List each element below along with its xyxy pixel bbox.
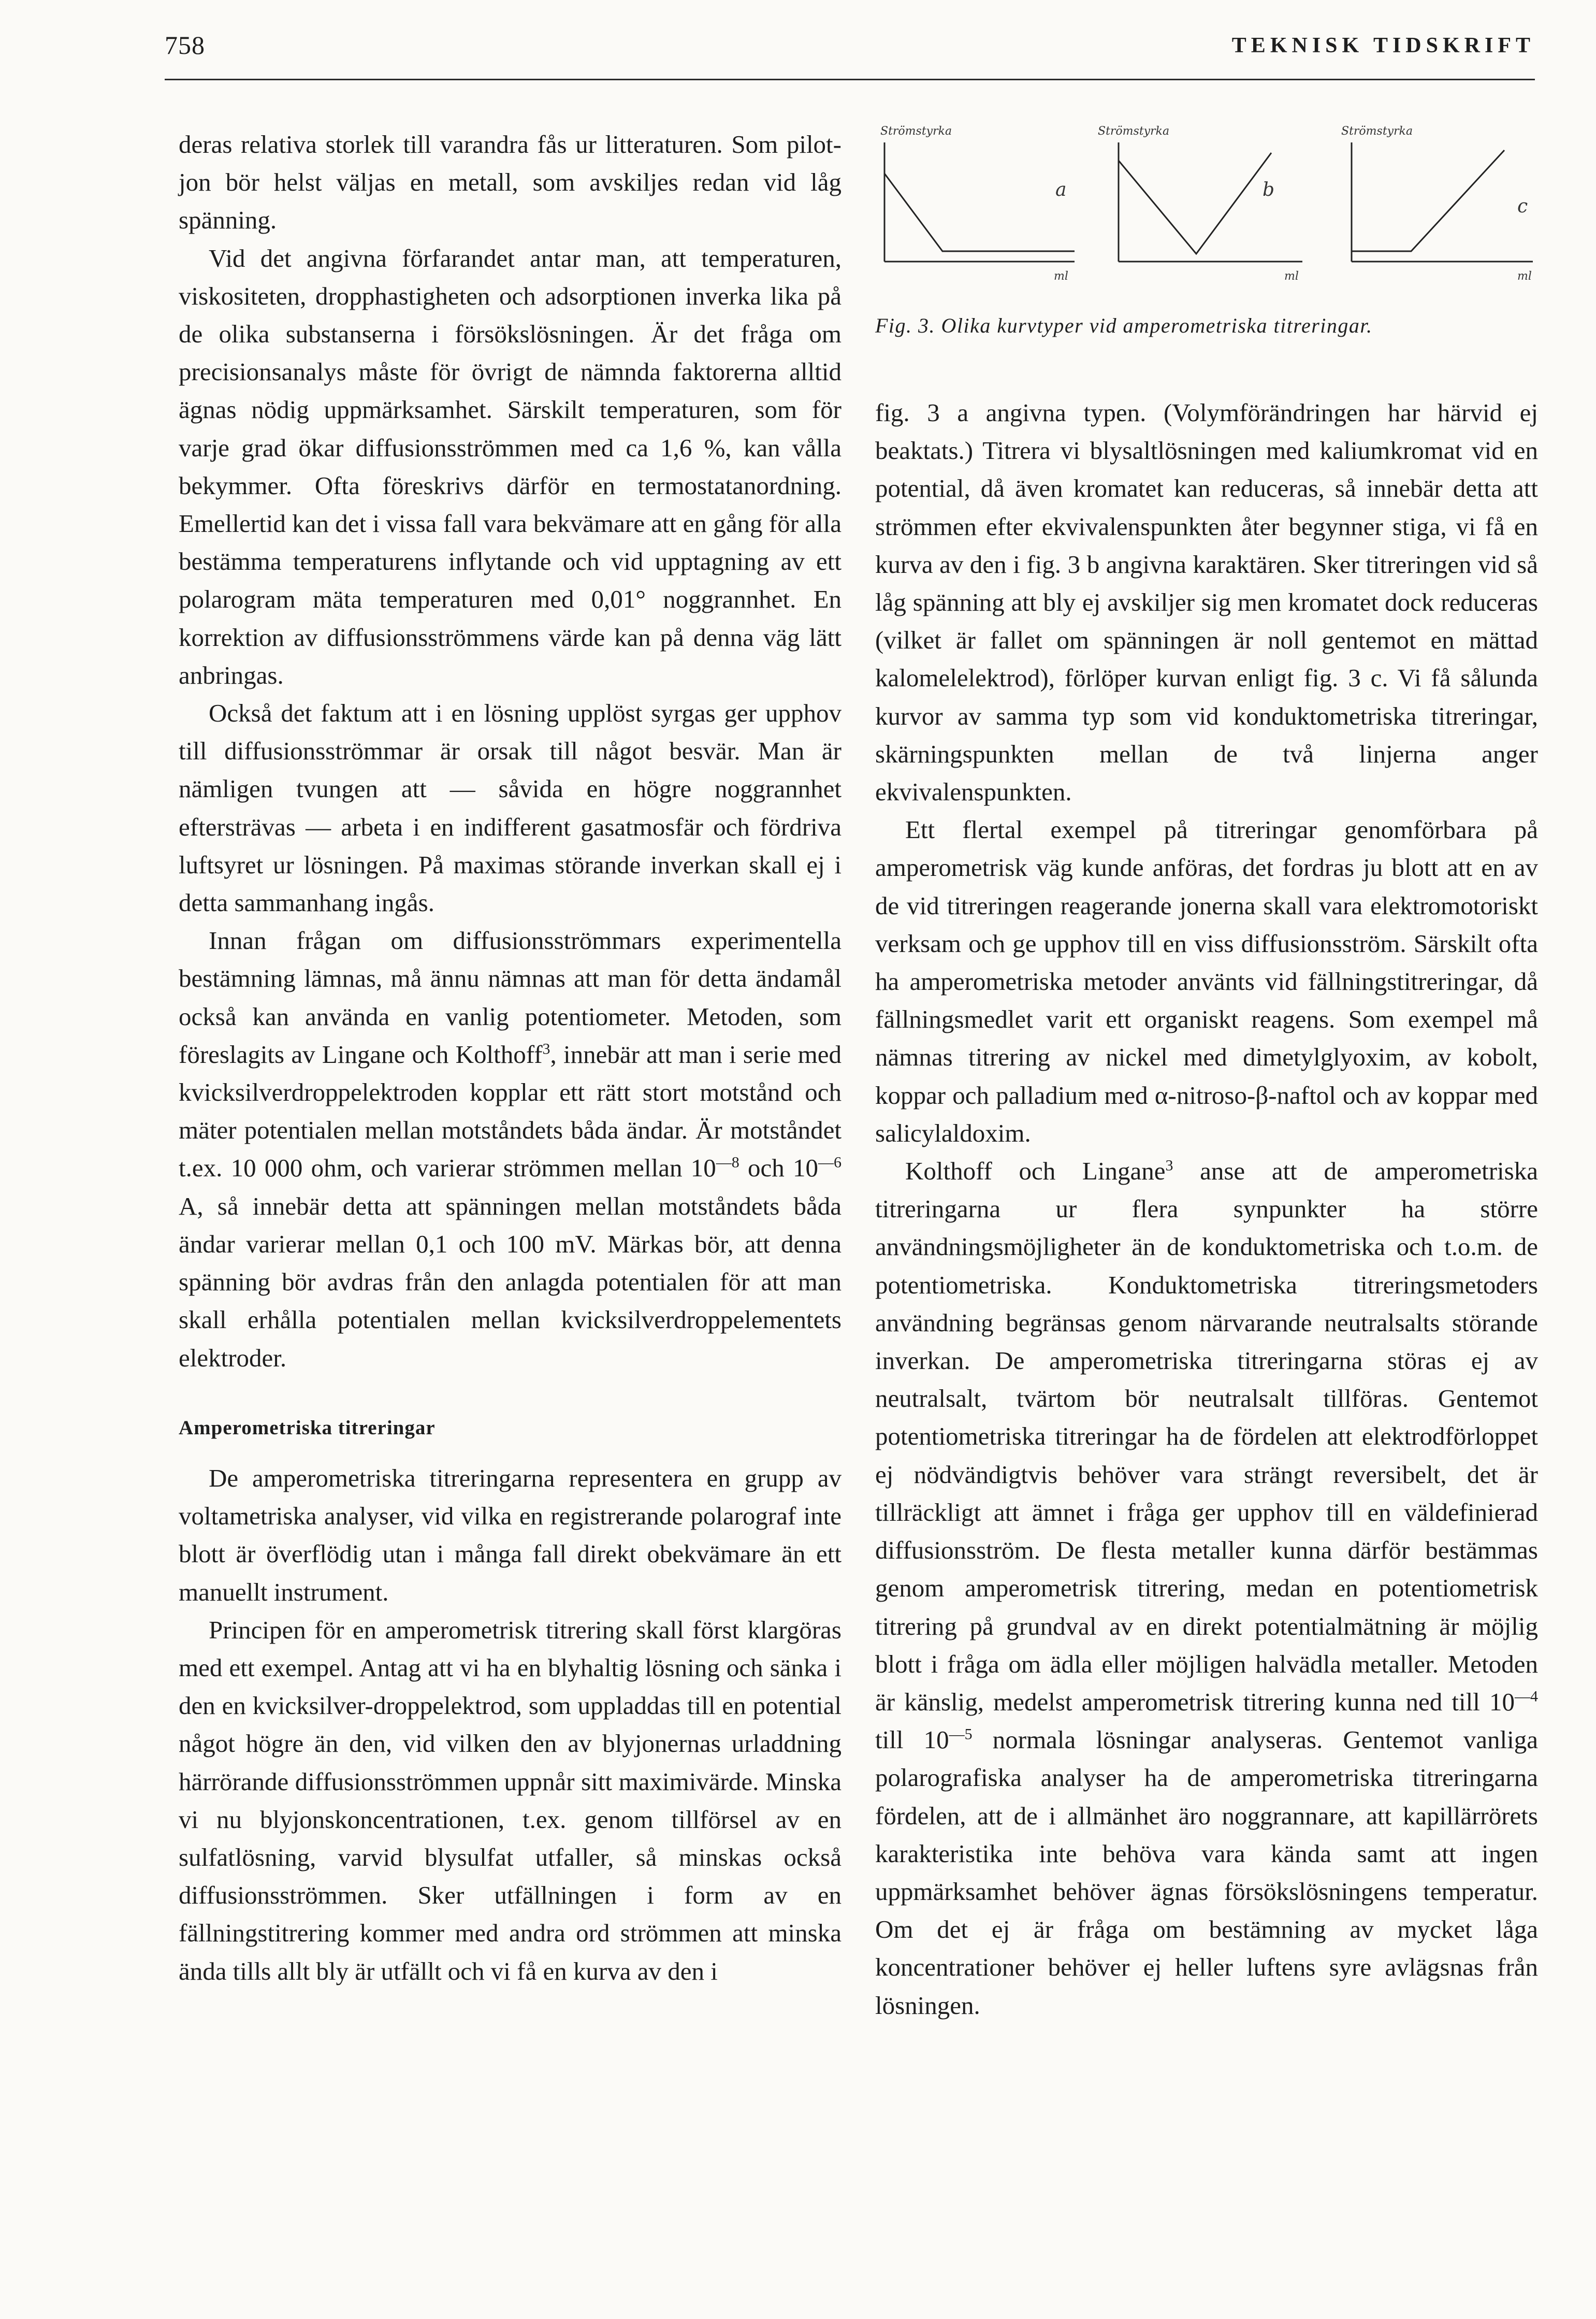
y-axis-label-c: Strömstyrka — [1341, 125, 1413, 138]
text-span: anse att de amperometriska titreringarna ur flera synpunkter ha större användningsmöjligheter än de konduktometriska och t.o.m. de potentiometriska. Konduktometriska titreringsmetoders användning begränsas genom närvarande neutralsalts störande inverkan. De amperometriska titreringarna störas ej av neutralsalt, tvärtom bör neutralsalt tillföras. Gentemot potentiometriska titreringar ha de fördelen att elektrodförloppet ej nödvändigtvis behöver vara strängt reversibelt, det är tillräckligt att ämnet i fråga ger upphov till en väldefinierad diffusionsström. De flesta metaller kunna därför bestämmas genom amperometrisk titrering, medan en potentiometrisk titrering på grundval av en direkt potentialmätning är möjlig blott i fråga om ädla eller möjligen halvädla metaller. Metoden är känslig, medelst amperometrisk titrering kunna ned till 10 — [875, 1157, 1538, 1716]
figure-3 — [875, 104, 1538, 352]
y-axis-label-b: Strömstyrka — [1098, 125, 1170, 138]
paragraph: Ett flertal exempel på titreringar genomförbara på amperometrisk väg kunde anföras, det fordras ju blott att en av de vid titreringen reagerande jonerna skall vara elektromotoriskt verksam och ge upphov till en viss diffusionsström. Särskilt ofta ha amperometriska metoder använts vid fällningstitreringar, då fällningsmedlet varit ett organiskt reagens. Som exempel må nämnas titrering av nickel med dimetylglyoxim, av kobolt, koppar och palladium med α-nitroso-β-naftol och av koppar med salicylaldoxim. — [875, 815, 1538, 1147]
text-span: , innebär att man i serie med kvicksilverdroppelektroden kopplar ett rätt stort motstånd och mäter potentialen mellan motståndets båda ändar. Är motståndet t.ex. 10 000 ohm, och varierar strömmen mellan 10 — [179, 1040, 841, 1183]
right-column — [875, 394, 1538, 2024]
reference-superscript: 3 — [1165, 1157, 1173, 1174]
paragraph: deras relativa storlek till varandra fås ur litteraturen. Som pilot-jon bör helst väljas en metall, som avskiljes redan vid låg spänning. — [179, 130, 841, 235]
section-heading: Amperometriska titreringar — [179, 1416, 436, 1439]
paragraph — [875, 1152, 1538, 2024]
text-span: A, så innebär detta att spänningen mellan motståndets båda ändar varierar mellan 0,1 och 100 mV. Märkas bör, att denna spänning bör avdras från den anlagda potentialen för att man skall erhålla potentialen mellan kvicksilverdroppelementets elektroder. — [179, 1191, 841, 1372]
y-axis-label-a: Strömstyrka — [880, 125, 952, 138]
paragraph: fig. 3 a angivna typen. (Volymförändringen har härvid ej beaktats.) Titrera vi blysaltlösningen med kaliumkromat vid en potential, då även kromatet kan reduceras, så innebär detta att strömmen efter ekvivalenspunkten åter begynner stiga, vi få en kurva av den i fig. 3 b angivna karaktären. Sker titreringen vid så låg spänning att bly ej avskiljer sig men kromatet dock reduceras (vilket är fallet om spänningen är noll gentemot en mättad kalomelelektrod), förlöper kurvan enligt fig. 3 c. Vi få sålunda kurvor av samma typ som vid konduktometriska titreringar, skärningspunkten mellan de två linjerna anger ekvivalenspunkten. — [875, 398, 1538, 806]
text-span: normala lösningar analyseras. Gentemot vanliga polarografiska analyser ha de amperometriska titreringarna fördelen, att de i allmänhet äro noggrannare, att kapillärrörets karakteristika inte behöva vara kända samt att ingen uppmärksamhet behöver ägnas försökslösningens temperatur. Om det ej är fråga om bestämning av mycket låga koncentrationer behöver ej heller luftens syre avlägsnas från lösningen. — [875, 1725, 1538, 2020]
plot-panel-c — [1341, 125, 1533, 283]
figure-3-plots — [875, 104, 1538, 311]
text-span: och 10 — [739, 1154, 818, 1183]
figure-caption: Fig. 3. Olika kurvtyper vid amperometriska titreringar. — [875, 314, 1373, 337]
panel-label-c: c — [1517, 196, 1528, 217]
panel-label-a: a — [1055, 179, 1067, 200]
curve-c — [1352, 150, 1504, 251]
paragraph: Vid det angivna förfarandet antar man, att temperaturen, viskositeten, dropphastigheten och adsorptionen inverka lika på de olika substanserna i försökslösningen. Är det fråga om precisionsanalys måste för övrigt de nämnda faktorerna alltid ägnas nödig uppmärksamhet. Särskilt temperaturen, som för varje grad ökar diffusionsströmmen med ca 1,6 %, kan vålla bekymmer. Ofta föreskrivs därför en termostatanordning. Emellertid kan det i vissa fall vara bekvämare att en gång för alla bestämma temperaturens inflytande och vid upptagning av ett polarogram mäta temperaturen med 0,01° noggrannhet. En korrektion av diffusionsströmmens värde kan på denna väg lätt anbringas. — [179, 243, 841, 689]
curve-b — [1119, 153, 1271, 254]
page-header — [0, 0, 1596, 88]
left-column — [179, 125, 841, 1990]
reference-superscript: 3 — [542, 1040, 550, 1058]
panel-label-b: b — [1263, 179, 1275, 200]
text-span: till 10 — [875, 1725, 949, 1754]
page-number: 758 — [165, 31, 205, 60]
x-axis-label-a: ml — [1054, 270, 1068, 283]
plot-panel-a — [880, 125, 1075, 283]
text-span: Innan frågan om diffusionsströmmars experimentella bestämning lämnas, må ännu nämnas att man för detta ändamål också kan använda en vanlig potentiometer. Metoden, som föreslagits av Lingane och Kolthoff — [179, 926, 841, 1069]
paragraph — [179, 921, 841, 1376]
exponent-superscript: —6 — [818, 1154, 841, 1172]
x-axis-label-b: ml — [1284, 270, 1299, 283]
exponent-superscript: —8 — [716, 1154, 739, 1172]
text-span: Kolthoff och Lingane — [905, 1157, 1166, 1186]
header-rule — [165, 79, 1535, 80]
paragraph: Principen för en amperometrisk titrering skall först klargöras med ett exempel. Antag att vi ha en blyhaltig lösning och sänka i den en kvicksilver-droppelektrod, som uppladdas till en potential något högre än den, vid vilken den av blyjonernas urladdning härrörande diffusionsströmmen uppnår sitt maximivärde. Minska vi nu blyjonskoncentrationen, t.ex. genom tillförsel av en sulfatlösning, varvid blysulfat utfaller, så minskas också diffusionsströmmen. Sker utfällningen i form av en fällningstitrering kommer med andra ord strömmen att minska ända tills allt bly är utfällt och vi få en kurva av den i — [179, 1615, 841, 1985]
x-axis-label-c: ml — [1517, 270, 1532, 283]
journal-title: TEKNISK TIDSKRIFT — [1231, 34, 1535, 57]
curve-a — [884, 174, 1075, 251]
paragraph: De amperometriska titreringarna representera en grupp av voltametriska analyser, vid vilka en registrerande polarograf inte blott är överflödig utan i många fall direkt obekvämare än ett manuellt instrument. — [179, 1463, 841, 1606]
exponent-superscript: —4 — [1515, 1688, 1538, 1705]
paragraph: Också det faktum att i en lösning upplöst syrgas ger upphov till diffusionsströmmar är orsak till något besvär. Man är nämligen tvungen att — såvida en högre noggrannhet eftersträvas — arbeta i en indifferent gasatmosfär och fördriva luftsyret ur lösningen. På maximas störande inverkan skall ej i detta sammanhang ingås. — [179, 699, 841, 917]
exponent-superscript: —5 — [949, 1725, 973, 1743]
plot-panel-b — [1098, 125, 1302, 283]
